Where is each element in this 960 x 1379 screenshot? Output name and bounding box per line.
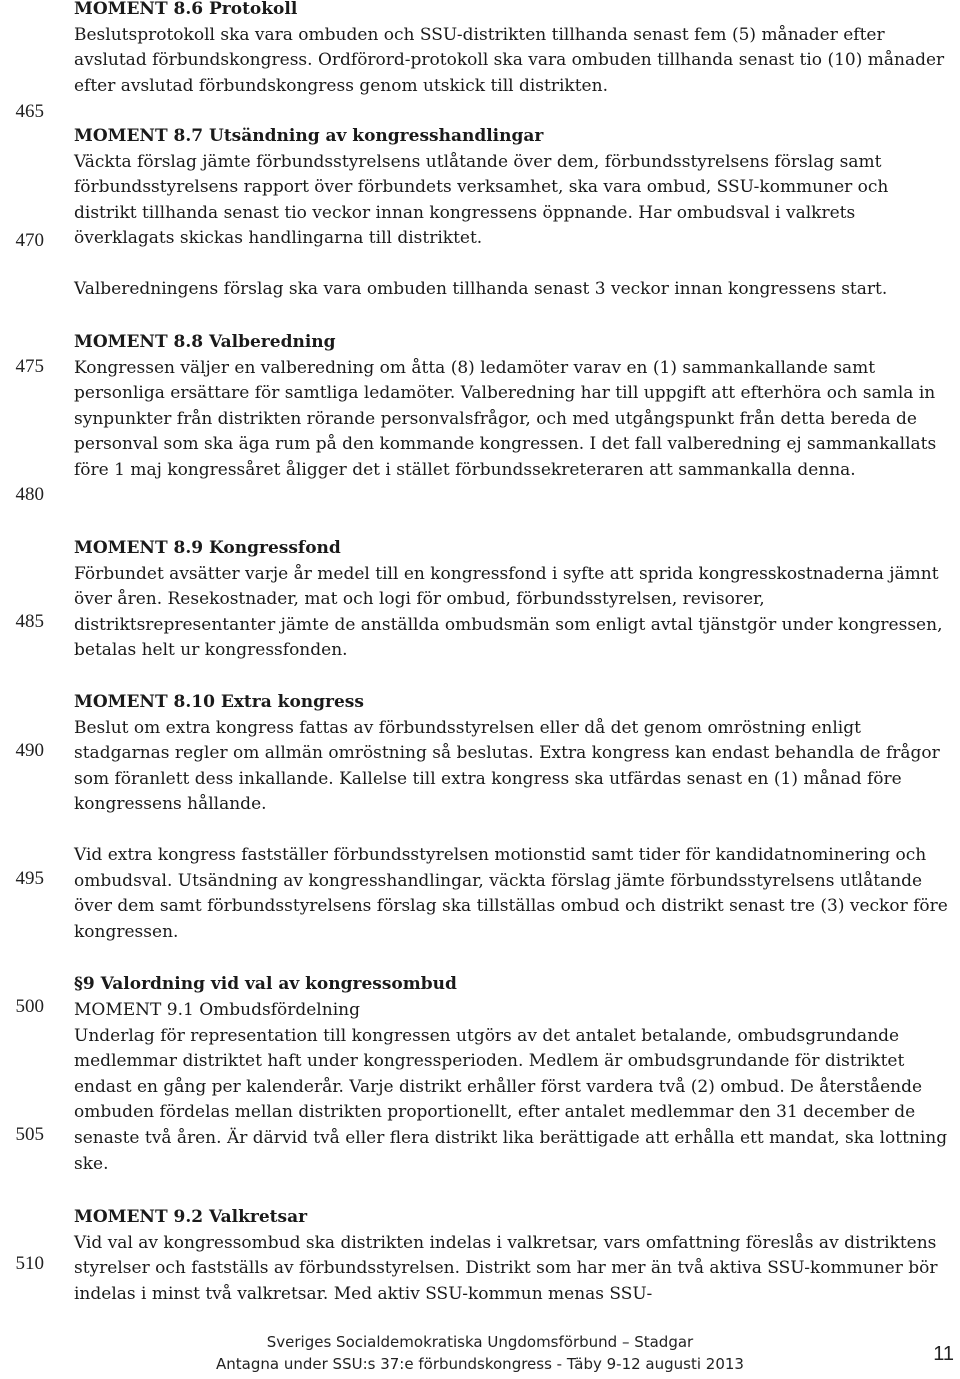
section-9-2 bbox=[74, 1205, 954, 1307]
section-text: Beslutsprotokoll ska vara ombuden och SSU-distrikten tillhanda senast fem (5) månader efter avslutad förbundskongress. Ordförord-protokoll ska vara ombuden tillhanda senast tio (10) månader efter avslutad förbundskongress genom utskick till distrikten. bbox=[74, 24, 945, 96]
paragraph-9 bbox=[74, 972, 954, 998]
section-text: Förbundet avsätter varje år medel till en kongressfond i syfte att sprida kongresskostnaderna jämnt över åren. Resekostnader, mat och logi för ombud, förbundsstyrelsen, revisorer, distriktsrepresentanter jämte de anställda ombudsmän som enligt avtal tjänstgör under kongressen, betalas helt ur kongressfonden. bbox=[74, 563, 943, 661]
line-number: 475 bbox=[15, 356, 44, 377]
section-text: Vid val av kongressombud ska distrikten indelas i valkretsar, vars omfattning föreslås av distriktens styrelser och fastställs av förbundsstyrelsen. Distrikt som har mer än två aktiva SSU-kommuner bör indelas i minst två valkretsar. Med aktiv SSU-kommun menas SSU- bbox=[74, 1232, 938, 1304]
line-number: 480 bbox=[15, 484, 44, 505]
line-number: 500 bbox=[15, 996, 44, 1017]
page-number: 11 bbox=[933, 1343, 954, 1365]
line-number: 510 bbox=[15, 1253, 44, 1274]
line-number: 470 bbox=[15, 230, 44, 251]
section-9-1 bbox=[74, 998, 954, 1177]
section-heading: MOMENT 9.1 Ombudsfördelning bbox=[74, 1000, 360, 1020]
footer-subtitle: Antagna under SSU:s 37:e förbundskongress - Täby 9-12 augusti 2013 bbox=[216, 1355, 744, 1373]
paragraph-heading: §9 Valordning vid val av kongressombud bbox=[74, 974, 457, 994]
section-text: Valberedningens förslag ska vara ombuden tillhanda senast 3 veckor innan kongressens start. bbox=[74, 278, 888, 299]
line-number: 505 bbox=[15, 1124, 44, 1145]
section-text: Underlag för representation till kongressen utgörs av det antalet betalande, ombudsgrundande medlemmar distriktet haft under kongressperioden. Medlem är ombudsgrundande för distriktet endast en gång per kalenderår. Varje distrikt erhåller först vardera två (2) ombud. De återstående ombuden fördelas mellan distrikten proportionellt, efter antalet medlemmar den 31 december de senaste två åren. Är därvid två eller flera distrikt lika berättigade att erhålla ett mandat, ska lottning ske. bbox=[74, 1025, 948, 1174]
section-heading: MOMENT 8.10 Extra kongress bbox=[74, 692, 364, 712]
section-heading: MOMENT 8.8 Valberedning bbox=[74, 332, 336, 352]
section-8-8 bbox=[74, 330, 954, 484]
line-number: 465 bbox=[15, 101, 44, 122]
section-8-6 bbox=[74, 0, 954, 99]
section-text: Kongressen väljer en valberedning om åtta (8) ledamöter varav en (1) sammankallande samt personliga ersättare för samtliga ledamöter. Valberedning har till uppgift att efterhöra och samla in synpunkter från distrikten rörande personvalsfrågor, och med utgångspunkt från detta bereda de personval som ska äga rum på den kommande kongressen. I det fall valberedning ej sammankallats före 1 maj kongressåret åligger det i stället förbundssekreteraren att sammankalla denna. bbox=[74, 357, 937, 480]
section-heading: MOMENT 8.9 Kongressfond bbox=[74, 538, 341, 558]
line-number: 495 bbox=[15, 868, 44, 889]
section-text: Vid extra kongress fastställer förbundsstyrelsen motionstid samt tider för kandidatnominering och ombudsval. Utsändning av kongresshandlingar, väckta förslag jämte förbundsstyrelsens utlåtande över dem samt förbundsstyrelsens förslag ska tillställas ombud och distrikt senast tre (3) veckor före kongressen. bbox=[74, 844, 948, 942]
section-text: Beslut om extra kongress fattas av förbundsstyrelsen eller då det genom omröstning enligt stadgarnas regler om allmän omröstning så beslutas. Extra kongress kan endast behandla de frågor som föranlett dess inkallande. Kallelse till extra kongress ska utfärdas senast en (1) månad före kongressens hållande. bbox=[74, 717, 940, 815]
section-heading: MOMENT 9.2 Valkretsar bbox=[74, 1207, 308, 1227]
section-8-10 bbox=[74, 690, 954, 945]
section-8-9 bbox=[74, 536, 954, 664]
footer-title: Sveriges Socialdemokratiska Ungdomsförbund – Stadgar bbox=[266, 1333, 694, 1351]
line-number: 485 bbox=[15, 611, 44, 632]
section-heading: MOMENT 8.7 Utsändning av kongresshandlingar bbox=[74, 126, 544, 146]
section-text: Väckta förslag jämte förbundsstyrelsens utlåtande över dem, förbundsstyrelsens förslag samt förbundsstyrelsens rapport över förbundets verksamhet, ska vara ombud, SSU-kommuner och distrikt tillhanda senast tio veckor innan kongressens öppnande. Har ombudsval i valkrets överklagats skickas handlingarna till distriktet. bbox=[74, 151, 889, 249]
section-8-7 bbox=[74, 124, 954, 303]
section-heading: MOMENT 8.6 Protokoll bbox=[74, 0, 298, 19]
line-number: 490 bbox=[15, 740, 44, 761]
